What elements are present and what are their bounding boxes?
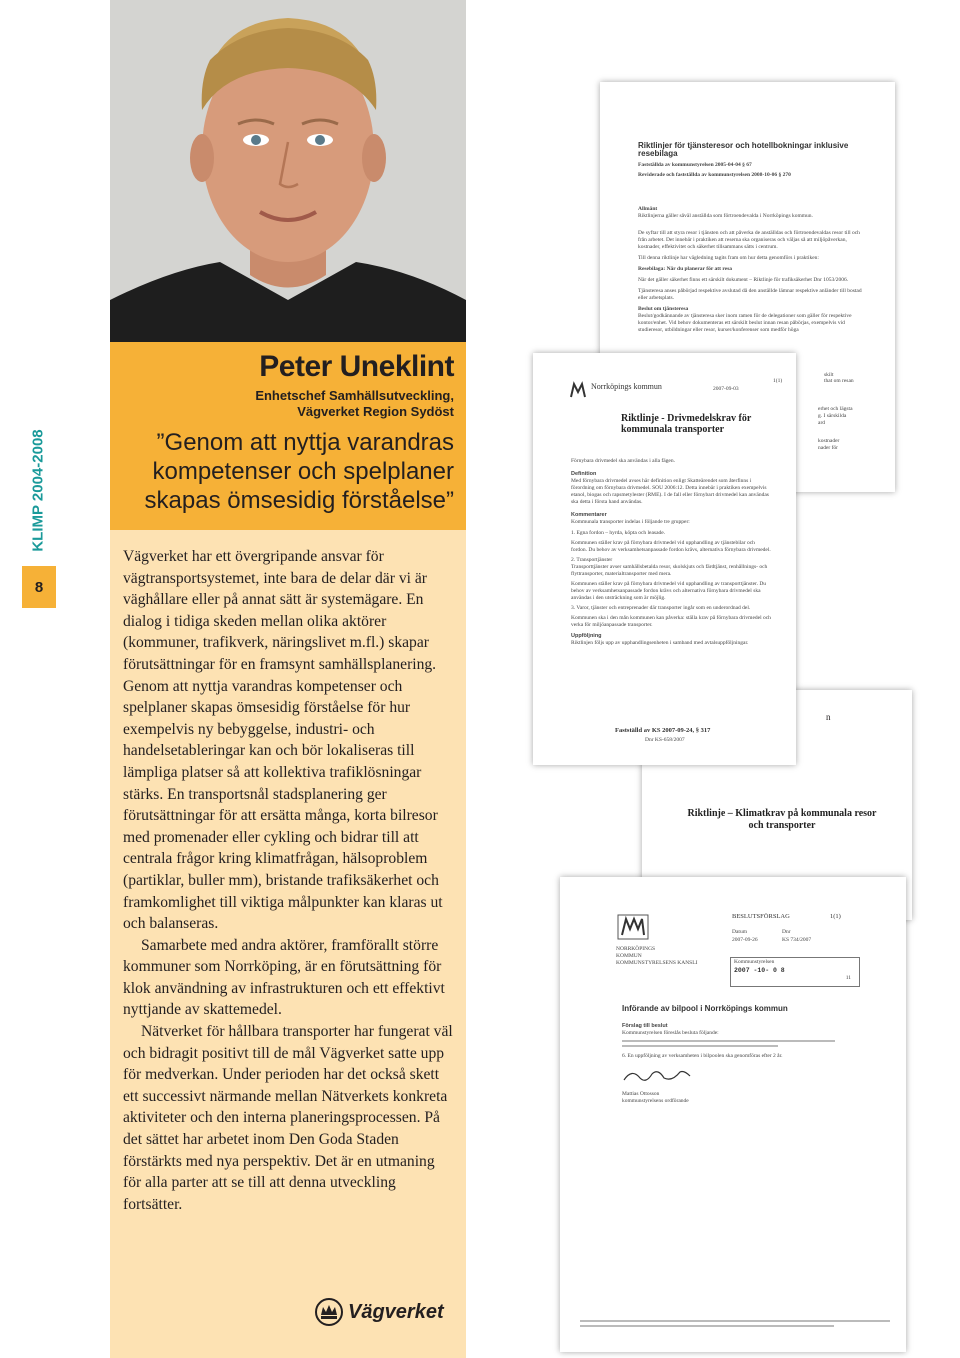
- doc4-title: Införande av bilpool i Norrköpings kommun: [622, 1004, 788, 1013]
- doc1-heading-allmant: Allmänt: [638, 206, 658, 212]
- doc2-comments-text: Kommunala transporter indelas i följande tre grupper:: [571, 519, 690, 525]
- doc4-stamp-number: 11: [845, 975, 851, 981]
- doc2-org: Norrköpings kommun: [591, 382, 662, 391]
- doc4-page: 1(1): [830, 913, 841, 920]
- doc2-item2-text2: Kommunen ställer krav på förnybara drivmedel vid upphandling av transporttjänster. Du behov av verksamhetsanpassade fordon krävs och alternativa förnybara drivmedel ska användas i den utsträckning som är möjlig.: [571, 581, 767, 601]
- municipal-crest-icon: [616, 913, 650, 941]
- doc2-definition-text: Med förnybara drivmedel avses här definition enligt Skatteärendet som återfinns i förordning om förnybara drivmedel. SOU 2006:12. Detta innebär i praktiken exempelvis etanol, biogas och rapsmetylester (RME). I de fall eller förnybart drivmedel kan användas ska detta i första hand användas.: [571, 478, 769, 505]
- person-role-line1: Enhetschef Samhällsutveckling,: [255, 388, 454, 403]
- doc4-org2: KOMMUN: [616, 953, 642, 959]
- doc2-item2: 2. Transportjänster: [571, 557, 613, 563]
- doc1-fragment-3: erhet och lägsta: [818, 406, 853, 412]
- logo-wordmark: Vägverket: [348, 1300, 444, 1323]
- doc2-heading-definition: Definition: [571, 471, 597, 477]
- section-label: [18, 420, 58, 560]
- page-number: 8: [22, 566, 56, 608]
- doc2-heading-comments: Kommentarer: [571, 512, 607, 518]
- doc1-title: Riktlinjer för tjänsteresor och hotellbokningar inklusive resebilaga: [638, 141, 849, 158]
- doc2-followup-text: Riktlinjen följs upp av upphandlingsenheten i samband med avtalsuppföljningar.: [571, 640, 749, 646]
- doc2-item3: 3. Varor, tjänster och entreprenader där transporter ingår som en underordnad del.: [571, 605, 751, 611]
- doc1-fragment-2: that om resan: [824, 378, 854, 384]
- document-carpool-proposal: [560, 877, 906, 1352]
- doc1-para3: När det gäller säkerhet finns ett särskilt dokument – Riktlinje för trafiksäkerhet Dnr 1053/2006.: [638, 277, 849, 283]
- doc2-item3-text: Kommunen ska i den mån kommunen kan påverka: ställa krav på förnybara drivmedel och verka för miljöanpassade transporter.: [571, 615, 771, 628]
- crown-emblem-icon: [314, 1297, 344, 1327]
- doc4-signer: Mattias Ottosson: [622, 1091, 660, 1097]
- paragraph-1: Vägverket har ett övergripande ansvar för vägtransportsystemet, inte bara de delar där vi är väghållare eller på annat sätt är systemägare. En dialog i tidiga skeden mellan olika aktörer (kommuner, trafikverk, näringslivet m.fl.) skapar förutsättningar för en framsynt samhällsplanering. Genom att nyttja varandras kompetenser och spelplaner skapas ömsesidig förståelse för hur exempelvis ny bebyggelse, industri- och handelsetableringar kan och bör lokaliseras till lämpliga platser så att kollektiva trafiklösningar stärks. En transportsnål stadsplanering ger förutsättningar för att ersätta många, korta bilresor med promenader eller cykling och bidrar till att centrala frågor kring klimatfrågan, hälsoproblem (partiklar, buller mm), bristande trafiksäkerhet och framkomlighet till viktiga målpunkter kan klaras ut och balanseras.: [123, 548, 443, 933]
- doc1-para2: Till denna riktlinje har vägledning tagits fram om hur detta genomförs i praktiken:: [638, 255, 819, 261]
- doc2-dnr: Dnr KS-658/2007: [645, 737, 685, 743]
- doc4-stamp: [730, 957, 860, 987]
- quote-line1: ”Genom att nyttja varandras: [156, 429, 454, 456]
- doc4-stamp-date: 2007 -10- 0 8: [734, 967, 785, 974]
- person-role-line2: Vägverket Region Sydöst: [297, 404, 454, 419]
- doc1-para4: Tjänsteresa anses påbörjad respektive avslutad då den anställde lämnar respektive anländer till bostad eller arbetsplats.: [638, 288, 862, 301]
- doc2-item1-text: Kommunen ställer krav på förnybara drivmedel vid upphandling av tjänstebilar och fordon. Du behov av verksamhetsanpassade fordon krävs, alternativa förnybara drivmedel.: [571, 540, 771, 553]
- doc4-date: 2007-09-26: [732, 937, 758, 943]
- person-name: Peter Uneklint: [259, 350, 454, 383]
- doc1-heading-beslut: Beslut om tjänsteresa: [638, 306, 689, 312]
- municipal-logo-icon: [569, 381, 587, 399]
- article-body: [123, 546, 453, 1215]
- doc1-fragment-1: skilt: [824, 372, 834, 378]
- doc1-fragment-5: ard: [818, 420, 826, 426]
- doc2-item2-text: Transporttjänster avser samhällsbetalda resor, skolskjuts och färdtjänst, renhållnings- och flyttransporter, materialtransporter med mera.: [571, 564, 768, 577]
- doc4-item: 6. En uppföljning av verksamheten i bilpoolen ska genomföras efter 2 år.: [622, 1053, 783, 1059]
- doc2-date: 2007-09-03: [713, 386, 739, 392]
- person-role: [110, 388, 454, 420]
- doc4-header: BESLUTSFÖRSLAG: [732, 913, 790, 920]
- doc3-fragment: n: [826, 712, 831, 722]
- doc2-heading-followup: Uppföljning: [571, 633, 602, 639]
- pull-quote: [130, 428, 454, 515]
- quote-line2: kompetenser och spelplaner: [152, 458, 454, 485]
- doc4-date-label: Datum: [732, 929, 747, 935]
- doc1-resebilaga: Resebilaga: När du planerar för att resa: [638, 266, 733, 272]
- doc4-org1: NORRKÖPINGS: [616, 946, 656, 952]
- doc2-item1: 1. Egna fordon – hyrda, köpta och leasade.: [571, 530, 666, 536]
- doc1-fragment-4: g. I särskilda: [818, 413, 847, 419]
- doc1-line2: Reviderade och fastställda av kommunstyrelsen 2008-10-06 § 270: [638, 172, 791, 178]
- doc1-allmant-text: Riktlinjerna gäller såväl anställda som förtroendevalda i Norrköpings kommun.: [638, 213, 813, 219]
- paragraph-2: Samarbete med andra aktörer, framförallt större kommuner som Norrköping, är en förutsättning för klok användning av infrastrukturen och ett effektivt nyttjande av skattemedel.: [123, 936, 445, 1019]
- doc2-adopted: Fastställd av KS 2007-09-24, § 317: [615, 727, 711, 734]
- doc1-beslut-text: Beslut/godkännande av tjänsteresa sker inom ramen för de delegationer som gäller för respektive kontor/enhet. Vid behov dokumenteras ett särskilt beslut innan resan påbörjas, exempelvis vid studieresor, utbildningar eller resor, kurser/konferenser som medför höga: [638, 313, 852, 333]
- doc1-para1: De syftar till att styra resor i tjänsten och att påverka de anställdas och förtroendevaldas resor till och från arbetet. Det innebär i praktiken att reserna ska organiseras och väljas så att miljöpåverkan, kostnader, effektivitet och säkerhet tillsammans sätts i centrum.: [638, 230, 860, 250]
- portrait-photo: [110, 0, 466, 342]
- doc1-fragment-6: kostnader: [818, 438, 840, 444]
- signature-icon: [622, 1066, 692, 1086]
- doc4-stamp-label: Kommunstyrelsen: [734, 959, 775, 965]
- doc4-heading-forslag: Förslag till beslut: [622, 1023, 668, 1029]
- document-fuel-requirements: [533, 353, 796, 765]
- doc4-forslag-text: Kommunstyrelsen föreslås besluta följande:: [622, 1030, 719, 1036]
- section-label-text: KLIMP 2004-2008: [29, 428, 47, 552]
- doc4-dnr: KS 734/2007: [782, 937, 812, 943]
- doc3-title: Riktlinje – Klimatkrav på kommunala resor och transporter: [687, 808, 877, 831]
- paragraph-3: Nätverket för hållbara transporter har fungerat väl och bidragit positivt till de mål Vägverket satte upp för medverkan. Under perioden har det också skett ett successivt närmande mellan Nätverkets konkreta aktiviteter och den interna planeringsprocessen. På det sättet har arbetet inom Den Goda Staden förstärkts med nya perspektiv. Det är en utmaning för alla parter att se till att denna utveckling fortsätter.: [123, 1023, 453, 1213]
- portrait-illustration: [110, 0, 466, 342]
- vagverket-logo: [314, 1292, 454, 1332]
- doc2-page: 1(1): [773, 378, 783, 384]
- quote-line3: skapas ömsesidig förståelse”: [144, 487, 454, 514]
- doc4-dnr-label: Dnr: [782, 929, 791, 935]
- doc2-lead: Förnybara drivmedel ska användas i alla fägen.: [571, 458, 676, 464]
- doc1-line1: Fastställda av kommunstyrelsen 2005-04-04 § 67: [638, 162, 752, 168]
- doc2-title: Riktlinje - Drivmedelskrav för kommunala transporter: [621, 413, 752, 435]
- doc4-org3: KOMMUNSTYRELSENS KANSLI: [616, 960, 698, 966]
- doc4-signer-role: kommunstyrelsens ordförande: [622, 1098, 689, 1104]
- doc4-crest: [616, 913, 697, 967]
- doc1-fragment-7: nader för: [818, 445, 839, 451]
